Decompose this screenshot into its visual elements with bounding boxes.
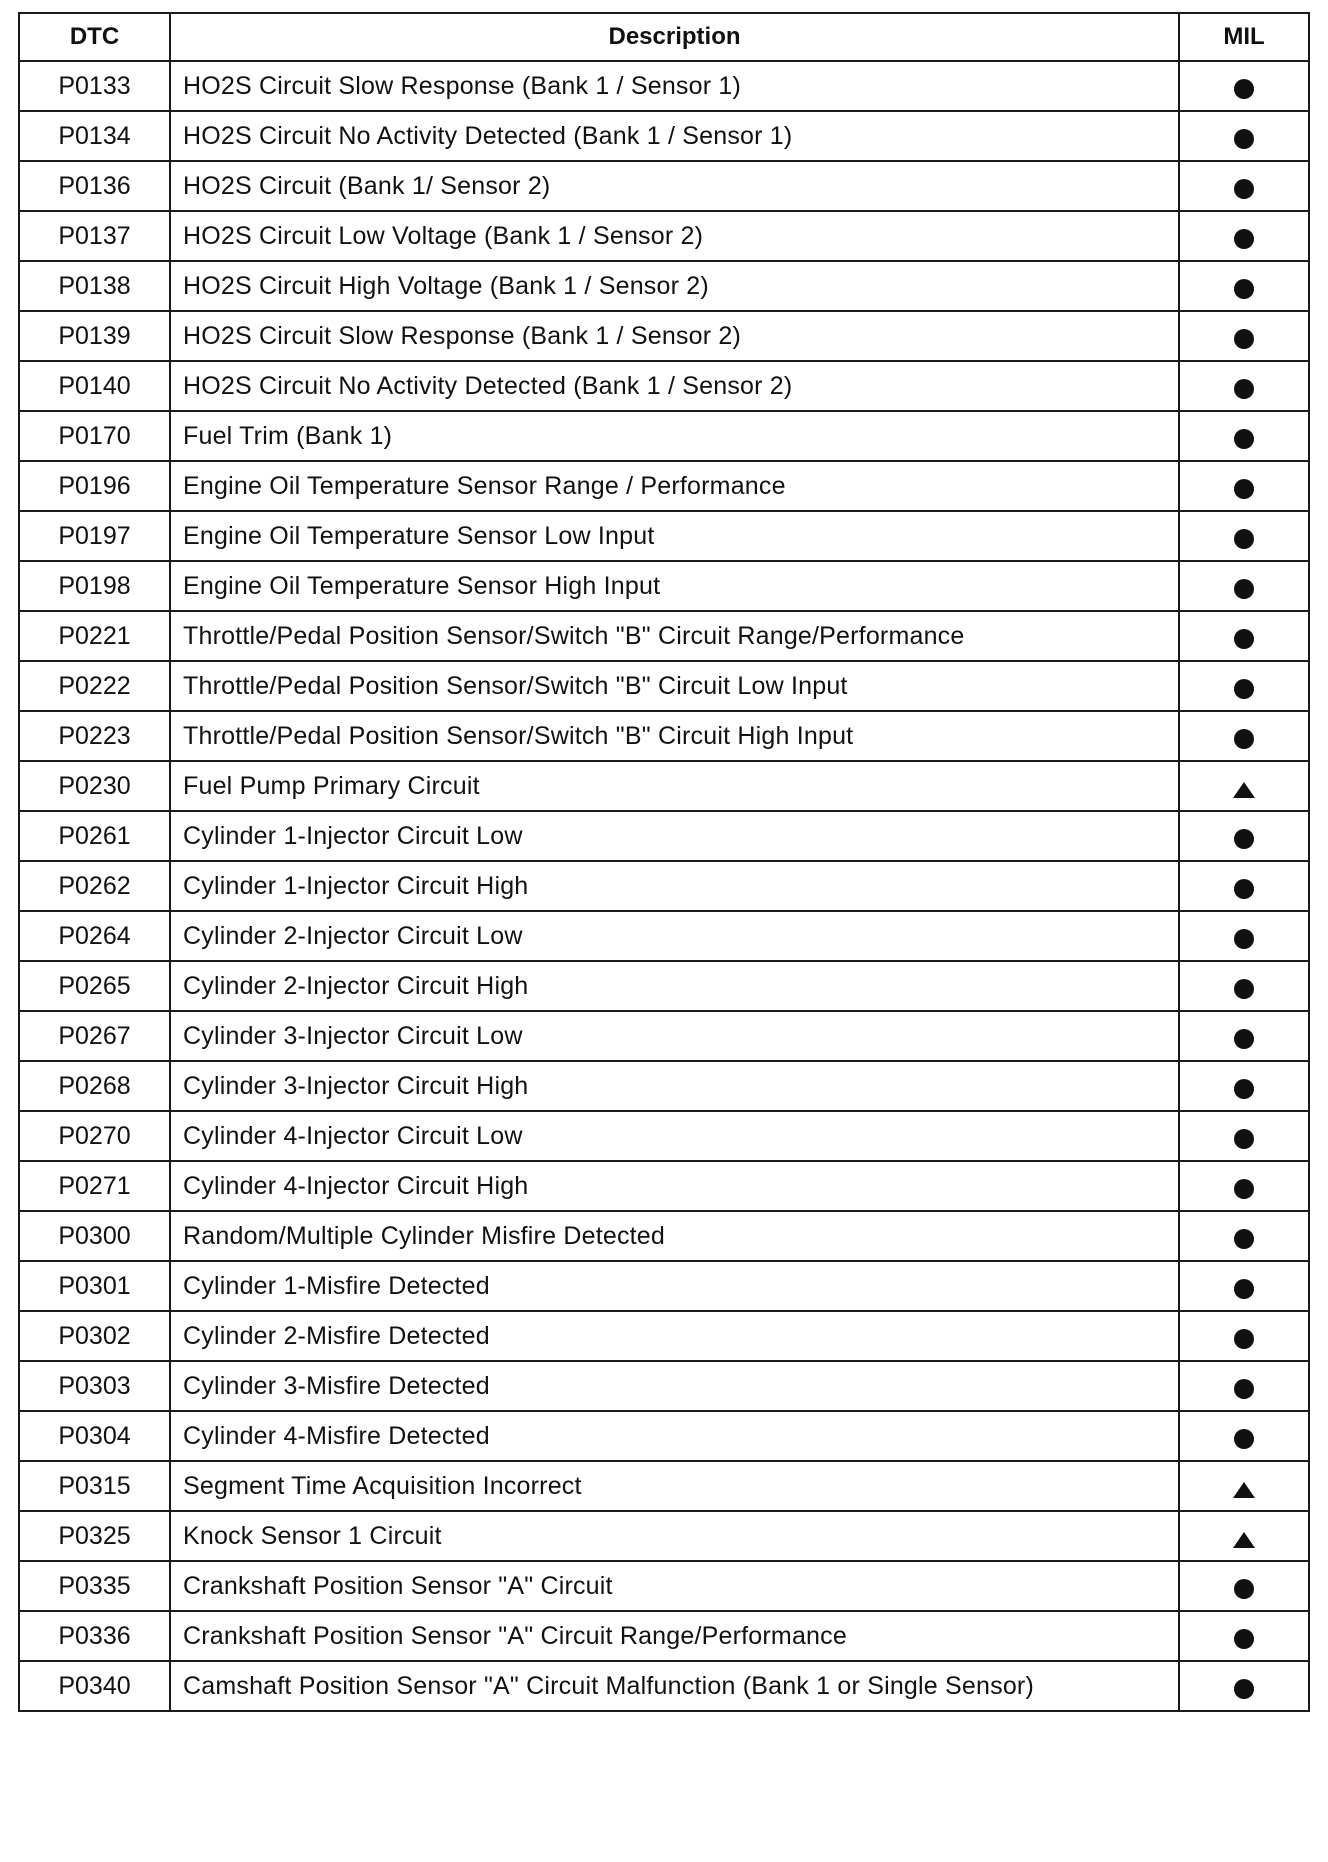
- table-row: [19, 1661, 1309, 1711]
- header-description: Description: [170, 13, 1179, 61]
- table-row: [19, 161, 1309, 211]
- mil-cell: [1179, 1361, 1309, 1411]
- mil-dot-icon: [1234, 1379, 1254, 1399]
- mil-cell: [1179, 811, 1309, 861]
- table-body: [19, 61, 1309, 1711]
- mil-dot-icon: [1234, 829, 1254, 849]
- mil-cell: [1179, 1261, 1309, 1311]
- mil-dot-icon: [1234, 929, 1254, 949]
- dtc-description: Fuel Trim (Bank 1): [170, 411, 1179, 461]
- dtc-code: P0301: [19, 1261, 170, 1311]
- dtc-code: P0198: [19, 561, 170, 611]
- table-row: [19, 1311, 1309, 1361]
- dtc-code: P0303: [19, 1361, 170, 1411]
- dtc-description: Throttle/Pedal Position Sensor/Switch "B" Circuit High Input: [170, 711, 1179, 761]
- mil-cell: [1179, 561, 1309, 611]
- table-row: [19, 761, 1309, 811]
- table-row: [19, 1111, 1309, 1161]
- mil-cell: [1179, 461, 1309, 511]
- dtc-code: P0138: [19, 261, 170, 311]
- dtc-description: Segment Time Acquisition Incorrect: [170, 1461, 1179, 1511]
- mil-dot-icon: [1234, 979, 1254, 999]
- dtc-description: Cylinder 1-Injector Circuit Low: [170, 811, 1179, 861]
- dtc-description: HO2S Circuit Slow Response (Bank 1 / Sensor 1): [170, 61, 1179, 111]
- dtc-description: Cylinder 1-Misfire Detected: [170, 1261, 1179, 1311]
- dtc-code: P0271: [19, 1161, 170, 1211]
- dtc-description: HO2S Circuit (Bank 1/ Sensor 2): [170, 161, 1179, 211]
- table-row: [19, 511, 1309, 561]
- dtc-code: P0335: [19, 1561, 170, 1611]
- table-row: [19, 1011, 1309, 1061]
- dtc-code: P0140: [19, 361, 170, 411]
- table-row: [19, 1561, 1309, 1611]
- mil-dot-icon: [1234, 579, 1254, 599]
- dtc-code: P0315: [19, 1461, 170, 1511]
- table-row: [19, 711, 1309, 761]
- table-row: [19, 561, 1309, 611]
- dtc-description: Knock Sensor 1 Circuit: [170, 1511, 1179, 1561]
- table-row: [19, 611, 1309, 661]
- dtc-code: P0267: [19, 1011, 170, 1061]
- dtc-description: Cylinder 4-Injector Circuit High: [170, 1161, 1179, 1211]
- header-dtc: DTC: [19, 13, 170, 61]
- mil-cell: [1179, 361, 1309, 411]
- table-row: [19, 661, 1309, 711]
- mil-dot-icon: [1234, 1329, 1254, 1349]
- mil-cell: [1179, 111, 1309, 161]
- mil-dot-icon: [1234, 479, 1254, 499]
- header-mil: MIL: [1179, 13, 1309, 61]
- table-row: [19, 861, 1309, 911]
- table-row: [19, 1411, 1309, 1461]
- mil-cell: [1179, 1061, 1309, 1111]
- mil-cell: [1179, 1161, 1309, 1211]
- dtc-code: P0300: [19, 1211, 170, 1261]
- mil-dot-icon: [1234, 1079, 1254, 1099]
- mil-cell: [1179, 1461, 1309, 1511]
- dtc-code: P0268: [19, 1061, 170, 1111]
- mil-dot-icon: [1234, 1029, 1254, 1049]
- mil-cell: [1179, 411, 1309, 461]
- mil-dot-icon: [1234, 279, 1254, 299]
- dtc-description: Cylinder 1-Injector Circuit High: [170, 861, 1179, 911]
- mil-cell: [1179, 61, 1309, 111]
- dtc-description: HO2S Circuit High Voltage (Bank 1 / Sensor 2): [170, 261, 1179, 311]
- dtc-description: Cylinder 2-Misfire Detected: [170, 1311, 1179, 1361]
- mil-cell: [1179, 211, 1309, 261]
- mil-dot-icon: [1234, 1279, 1254, 1299]
- dtc-description: HO2S Circuit Low Voltage (Bank 1 / Sensor 2): [170, 211, 1179, 261]
- mil-cell: [1179, 611, 1309, 661]
- mil-cell: [1179, 511, 1309, 561]
- table-row: [19, 1061, 1309, 1111]
- dtc-code: P0265: [19, 961, 170, 1011]
- dtc-description: Cylinder 3-Misfire Detected: [170, 1361, 1179, 1411]
- mil-dot-icon: [1234, 1229, 1254, 1249]
- mil-cell: [1179, 1511, 1309, 1561]
- dtc-code: P0261: [19, 811, 170, 861]
- dtc-description: Cylinder 3-Injector Circuit High: [170, 1061, 1179, 1111]
- mil-dot-icon: [1234, 629, 1254, 649]
- dtc-description: Cylinder 4-Injector Circuit Low: [170, 1111, 1179, 1161]
- dtc-code: P0137: [19, 211, 170, 261]
- dtc-code: P0196: [19, 461, 170, 511]
- dtc-code: P0136: [19, 161, 170, 211]
- dtc-code: P0340: [19, 1661, 170, 1711]
- mil-cell: [1179, 261, 1309, 311]
- mil-cell: [1179, 1661, 1309, 1711]
- mil-dot-icon: [1234, 1179, 1254, 1199]
- table-row: [19, 1461, 1309, 1511]
- dtc-code: P0134: [19, 111, 170, 161]
- dtc-description: HO2S Circuit Slow Response (Bank 1 / Sensor 2): [170, 311, 1179, 361]
- mil-cell: [1179, 1411, 1309, 1461]
- mil-cell: [1179, 1211, 1309, 1261]
- mil-cell: [1179, 861, 1309, 911]
- mil-dot-icon: [1234, 679, 1254, 699]
- table-row: [19, 361, 1309, 411]
- table-row: [19, 1511, 1309, 1561]
- dtc-table: [18, 12, 1310, 1712]
- dtc-description: Cylinder 2-Injector Circuit High: [170, 961, 1179, 1011]
- dtc-description: Cylinder 4-Misfire Detected: [170, 1411, 1179, 1461]
- dtc-code: P0221: [19, 611, 170, 661]
- mil-dot-icon: [1234, 1579, 1254, 1599]
- dtc-code: P0222: [19, 661, 170, 711]
- dtc-code: P0223: [19, 711, 170, 761]
- table-row: [19, 1611, 1309, 1661]
- mil-dot-icon: [1234, 1429, 1254, 1449]
- dtc-code: P0325: [19, 1511, 170, 1561]
- dtc-description: Engine Oil Temperature Sensor Range / Performance: [170, 461, 1179, 511]
- dtc-code: P0170: [19, 411, 170, 461]
- dtc-code: P0302: [19, 1311, 170, 1361]
- mil-dot-icon: [1234, 729, 1254, 749]
- dtc-code: P0304: [19, 1411, 170, 1461]
- mil-dot-icon: [1234, 529, 1254, 549]
- dtc-code: P0262: [19, 861, 170, 911]
- table-row: [19, 1361, 1309, 1411]
- mil-dot-icon: [1234, 1129, 1254, 1149]
- mil-dot-icon: [1234, 79, 1254, 99]
- mil-cell: [1179, 1611, 1309, 1661]
- table-row: [19, 461, 1309, 511]
- mil-cell: [1179, 1561, 1309, 1611]
- mil-cell: [1179, 761, 1309, 811]
- dtc-code: P0230: [19, 761, 170, 811]
- mil-cell: [1179, 161, 1309, 211]
- mil-dot-icon: [1234, 129, 1254, 149]
- table-row: [19, 411, 1309, 461]
- table-row: [19, 811, 1309, 861]
- dtc-description: HO2S Circuit No Activity Detected (Bank 1 / Sensor 1): [170, 111, 1179, 161]
- dtc-description: Camshaft Position Sensor "A" Circuit Malfunction (Bank 1 or Single Sensor): [170, 1661, 1179, 1711]
- mil-triangle-icon: [1233, 1482, 1255, 1498]
- dtc-description: Engine Oil Temperature Sensor Low Input: [170, 511, 1179, 561]
- mil-cell: [1179, 311, 1309, 361]
- dtc-description: Throttle/Pedal Position Sensor/Switch "B" Circuit Low Input: [170, 661, 1179, 711]
- mil-triangle-icon: [1233, 782, 1255, 798]
- mil-cell: [1179, 711, 1309, 761]
- mil-dot-icon: [1234, 179, 1254, 199]
- table-row: [19, 1261, 1309, 1311]
- mil-dot-icon: [1234, 329, 1254, 349]
- mil-cell: [1179, 911, 1309, 961]
- mil-dot-icon: [1234, 1679, 1254, 1699]
- mil-dot-icon: [1234, 879, 1254, 899]
- table-row: [19, 1161, 1309, 1211]
- dtc-table-container: [18, 12, 1308, 1712]
- table-row: [19, 311, 1309, 361]
- mil-dot-icon: [1234, 379, 1254, 399]
- mil-cell: [1179, 1011, 1309, 1061]
- dtc-code: P0336: [19, 1611, 170, 1661]
- dtc-description: Crankshaft Position Sensor "A" Circuit Range/Performance: [170, 1611, 1179, 1661]
- mil-cell: [1179, 1111, 1309, 1161]
- dtc-description: Engine Oil Temperature Sensor High Input: [170, 561, 1179, 611]
- dtc-description: Throttle/Pedal Position Sensor/Switch "B" Circuit Range/Performance: [170, 611, 1179, 661]
- table-row: [19, 61, 1309, 111]
- mil-triangle-icon: [1233, 1532, 1255, 1548]
- table-row: [19, 911, 1309, 961]
- dtc-description: Random/Multiple Cylinder Misfire Detected: [170, 1211, 1179, 1261]
- mil-dot-icon: [1234, 1629, 1254, 1649]
- dtc-description: Cylinder 3-Injector Circuit Low: [170, 1011, 1179, 1061]
- table-row: [19, 211, 1309, 261]
- dtc-code: P0139: [19, 311, 170, 361]
- mil-cell: [1179, 661, 1309, 711]
- table-row: [19, 1211, 1309, 1261]
- dtc-description: HO2S Circuit No Activity Detected (Bank 1 / Sensor 2): [170, 361, 1179, 411]
- table-row: [19, 961, 1309, 1011]
- dtc-description: Crankshaft Position Sensor "A" Circuit: [170, 1561, 1179, 1611]
- dtc-code: P0264: [19, 911, 170, 961]
- dtc-code: P0133: [19, 61, 170, 111]
- table-row: [19, 261, 1309, 311]
- dtc-description: Fuel Pump Primary Circuit: [170, 761, 1179, 811]
- mil-cell: [1179, 1311, 1309, 1361]
- table-row: [19, 111, 1309, 161]
- mil-dot-icon: [1234, 429, 1254, 449]
- dtc-code: P0197: [19, 511, 170, 561]
- table-header-row: [19, 13, 1309, 61]
- dtc-code: P0270: [19, 1111, 170, 1161]
- dtc-description: Cylinder 2-Injector Circuit Low: [170, 911, 1179, 961]
- mil-cell: [1179, 961, 1309, 1011]
- mil-dot-icon: [1234, 229, 1254, 249]
